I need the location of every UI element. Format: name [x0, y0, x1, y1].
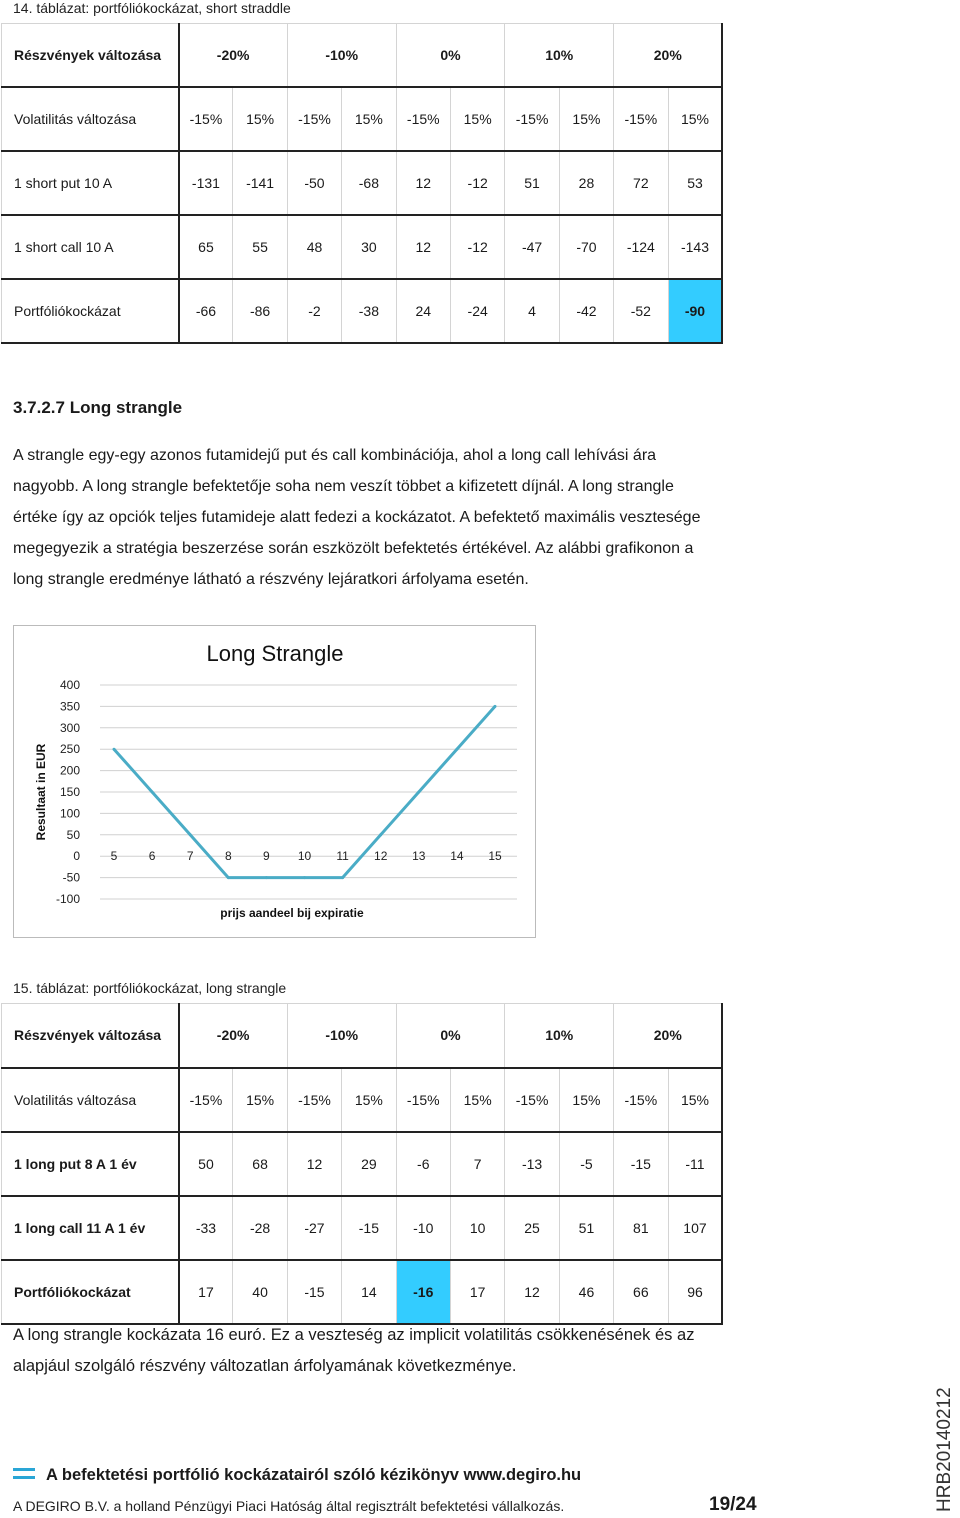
y-tick-label: 400 — [59, 678, 80, 692]
table-cell: -52 — [614, 279, 668, 343]
table-cell: -15% — [396, 1068, 450, 1132]
table-cell: 51 — [559, 1196, 613, 1260]
x-tick-label: 10 — [297, 849, 312, 864]
table-cell: 28 — [559, 151, 613, 215]
table-cell: -24 — [450, 279, 504, 343]
header-col: 0% — [396, 24, 505, 87]
table-cell: -11 — [668, 1132, 722, 1196]
table-cell: 51 — [505, 151, 559, 215]
table-cell: -5 — [559, 1132, 613, 1196]
header-col: 20% — [614, 1004, 723, 1068]
data-point — [455, 748, 458, 751]
data-point — [227, 876, 230, 879]
table-cell: -141 — [233, 151, 287, 215]
row-label: 1 long call 11 A 1 év — [2, 1196, 179, 1260]
x-tick-label: 13 — [412, 849, 426, 864]
y-tick-label: 350 — [59, 699, 80, 714]
table-cell: 15% — [342, 87, 396, 151]
table-cell: -27 — [287, 1196, 341, 1260]
table15 — [1, 1003, 723, 1325]
table-cell: 7 — [450, 1132, 504, 1196]
table-cell: 48 — [287, 215, 341, 279]
header-col: 20% — [614, 24, 723, 87]
table-cell: -15% — [396, 87, 450, 151]
row-label: Portfóliókockázat — [2, 279, 179, 343]
table-cell: 96 — [668, 1260, 722, 1324]
x-tick-label: 8 — [224, 849, 232, 864]
y-tick-label: -50 — [62, 870, 80, 885]
table-cell: 17 — [179, 1260, 233, 1324]
page-number: 19/24 — [709, 1494, 757, 1515]
table-cell: -90 — [668, 279, 722, 343]
table-cell: 15% — [450, 87, 504, 151]
header-col: -20% — [179, 1004, 288, 1068]
section-paragraph — [13, 440, 943, 595]
table-cell: 15% — [342, 1068, 396, 1132]
footer-mark — [13, 1468, 35, 1479]
data-point — [303, 876, 306, 879]
table-cell: 50 — [179, 1132, 233, 1196]
paragraph-line: nagyobb. A long strangle befektetője soha nem veszít többet a kifizetett díjnál. A long strangle — [13, 478, 674, 495]
footer-legal: A DEGIRO B.V. a holland Pénzügyi Piaci Hatóság által regisztrált befektetési vállalkozás. — [13, 1498, 565, 1514]
table-cell: 66 — [614, 1260, 668, 1324]
conclusion-line: alapjául szolgáló részvény változatlan árfolyamának következménye. — [13, 1357, 517, 1375]
row-label: 1 short call 10 A — [2, 215, 179, 279]
table-cell: -12 — [450, 151, 504, 215]
y-tick-label: 50 — [66, 827, 80, 842]
table-cell: -16 — [396, 1260, 450, 1324]
header-col: 10% — [505, 1004, 614, 1068]
table-cell: -70 — [559, 215, 613, 279]
table-cell: 15% — [559, 87, 613, 151]
data-point — [189, 833, 192, 836]
table-cell: 14 — [342, 1260, 396, 1324]
paragraph-line: értéke így az opciók teljes futamideje alatt fedezi a kockázatot. A befektető maximális vesztesége — [13, 509, 701, 526]
table-cell: -50 — [287, 151, 341, 215]
table-cell: 12 — [396, 151, 450, 215]
row-label: Volatilitás változása — [2, 1068, 179, 1132]
header-label: Részvények változása — [2, 24, 179, 87]
row-label: Portfóliókockázat — [2, 1260, 179, 1324]
table-cell: -131 — [179, 151, 233, 215]
row-label: Volatilitás változása — [2, 87, 179, 151]
table-cell: -13 — [505, 1132, 559, 1196]
y-tick-label: 250 — [59, 742, 80, 757]
table-cell: -15% — [179, 87, 233, 151]
footer-title: A befektetési portfólió kockázatairól szóló kézikönyv www.degiro.hu — [46, 1466, 582, 1484]
header-label: Részvények változása — [2, 1004, 179, 1068]
table-cell: 12 — [505, 1260, 559, 1324]
table-cell: 55 — [233, 215, 287, 279]
table-cell: -15% — [505, 1068, 559, 1132]
data-point — [417, 791, 420, 794]
table-cell: 15% — [450, 1068, 504, 1132]
table14-caption: 14. táblázat: portfóliókockázat, short straddle — [13, 0, 291, 16]
table-cell: -33 — [179, 1196, 233, 1260]
table-cell: 72 — [614, 151, 668, 215]
header-col: -10% — [287, 24, 396, 87]
section-heading: 3.7.2.7 Long strangle — [13, 398, 183, 417]
table-cell: 81 — [614, 1196, 668, 1260]
table-cell: -6 — [396, 1132, 450, 1196]
table-cell: -12 — [450, 215, 504, 279]
x-tick-label: 9 — [263, 849, 270, 864]
x-tick-label: 12 — [374, 849, 388, 864]
x-tick-label: 6 — [148, 849, 156, 864]
header-col: -20% — [179, 24, 288, 87]
table-cell: -15 — [342, 1196, 396, 1260]
x-tick-label: 7 — [186, 849, 194, 864]
document-code: HRB20140212 — [934, 1387, 955, 1512]
y-tick-label: 300 — [59, 720, 80, 735]
table-cell: -124 — [614, 215, 668, 279]
table-cell: -2 — [287, 279, 341, 343]
y-axis-label: Resultaat in EUR — [34, 743, 48, 841]
data-point — [379, 833, 382, 836]
data-point — [341, 876, 344, 879]
data-point — [151, 791, 154, 794]
table-cell: -15% — [505, 87, 559, 151]
data-point — [265, 876, 268, 879]
table-cell: -15% — [179, 1068, 233, 1132]
table-cell: -143 — [668, 215, 722, 279]
table-cell: 68 — [233, 1132, 287, 1196]
data-point — [113, 748, 116, 751]
table-cell: -15% — [614, 87, 668, 151]
y-tick-label: 0 — [73, 849, 80, 864]
table-cell: -42 — [559, 279, 613, 343]
header-col: -10% — [287, 1004, 396, 1068]
table-cell: 53 — [668, 151, 722, 215]
header-col: 10% — [505, 24, 614, 87]
table-cell: -28 — [233, 1196, 287, 1260]
paragraph-line: A strangle egy-egy azonos futamidejű put és call kombinációja, ahol a long call lehívási ára — [13, 447, 657, 464]
table-cell: 65 — [179, 215, 233, 279]
table-cell: -10 — [396, 1196, 450, 1260]
x-tick-label: 14 — [450, 849, 464, 864]
table-cell: 10 — [450, 1196, 504, 1260]
table-cell: 15% — [668, 1068, 722, 1132]
table-cell: 15% — [233, 87, 287, 151]
long-strangle-chart — [13, 625, 536, 938]
table-cell: -47 — [505, 215, 559, 279]
table-cell: -15% — [287, 1068, 341, 1132]
table-cell: 107 — [668, 1196, 722, 1260]
table-cell: 29 — [342, 1132, 396, 1196]
table-cell: 4 — [505, 279, 559, 343]
y-tick-label: 150 — [59, 785, 80, 799]
table-cell: 46 — [559, 1260, 613, 1324]
table-cell: 30 — [342, 215, 396, 279]
y-tick-label: -100 — [55, 892, 80, 906]
chart-title: Long Strangle — [206, 641, 344, 666]
table-cell: 12 — [287, 1132, 341, 1196]
table-cell: -86 — [233, 279, 287, 343]
y-tick-label: 200 — [59, 763, 80, 778]
x-tick-label: 15 — [488, 849, 502, 864]
table-cell: -15 — [614, 1132, 668, 1196]
table-cell: 24 — [396, 279, 450, 343]
table-cell: -15% — [287, 87, 341, 151]
x-axis-label: prijs aandeel bij expiratie — [220, 906, 364, 920]
table-cell: -68 — [342, 151, 396, 215]
x-tick-label: 11 — [336, 849, 349, 864]
table-cell: 15% — [668, 87, 722, 151]
conclusion-text — [13, 1320, 943, 1382]
data-point — [494, 705, 497, 708]
table-cell: 17 — [450, 1260, 504, 1324]
table-cell: 40 — [233, 1260, 287, 1324]
conclusion-line: A long strangle kockázata 16 euró. Ez a veszteség az implicit volatilitás csökkenésének és az — [13, 1326, 695, 1344]
paragraph-line: long strangle eredménye látható a részvény lejáratkori árfolyama esetén. — [13, 571, 529, 588]
chart-svg — [14, 626, 535, 937]
x-tick-label: 5 — [110, 849, 118, 864]
table-cell: 25 — [505, 1196, 559, 1260]
row-label: 1 short put 10 A — [2, 151, 179, 215]
table14 — [1, 23, 723, 344]
row-label: 1 long put 8 A 1 év — [2, 1132, 179, 1196]
table-cell: 12 — [396, 215, 450, 279]
table-cell: -38 — [342, 279, 396, 343]
paragraph-line: megegyezik a stratégia beszerzése során eszközölt befektetés értékével. Az alábbi grafikonon a — [13, 540, 694, 557]
table-cell: -15% — [614, 1068, 668, 1132]
y-tick-label: 100 — [59, 806, 80, 821]
header-col: 0% — [396, 1004, 505, 1068]
table15-caption: 15. táblázat: portfóliókockázat, long strangle — [13, 980, 287, 996]
table-cell: -66 — [179, 279, 233, 343]
table-cell: 15% — [233, 1068, 287, 1132]
table-cell: -15 — [287, 1260, 341, 1324]
table-cell: 15% — [559, 1068, 613, 1132]
